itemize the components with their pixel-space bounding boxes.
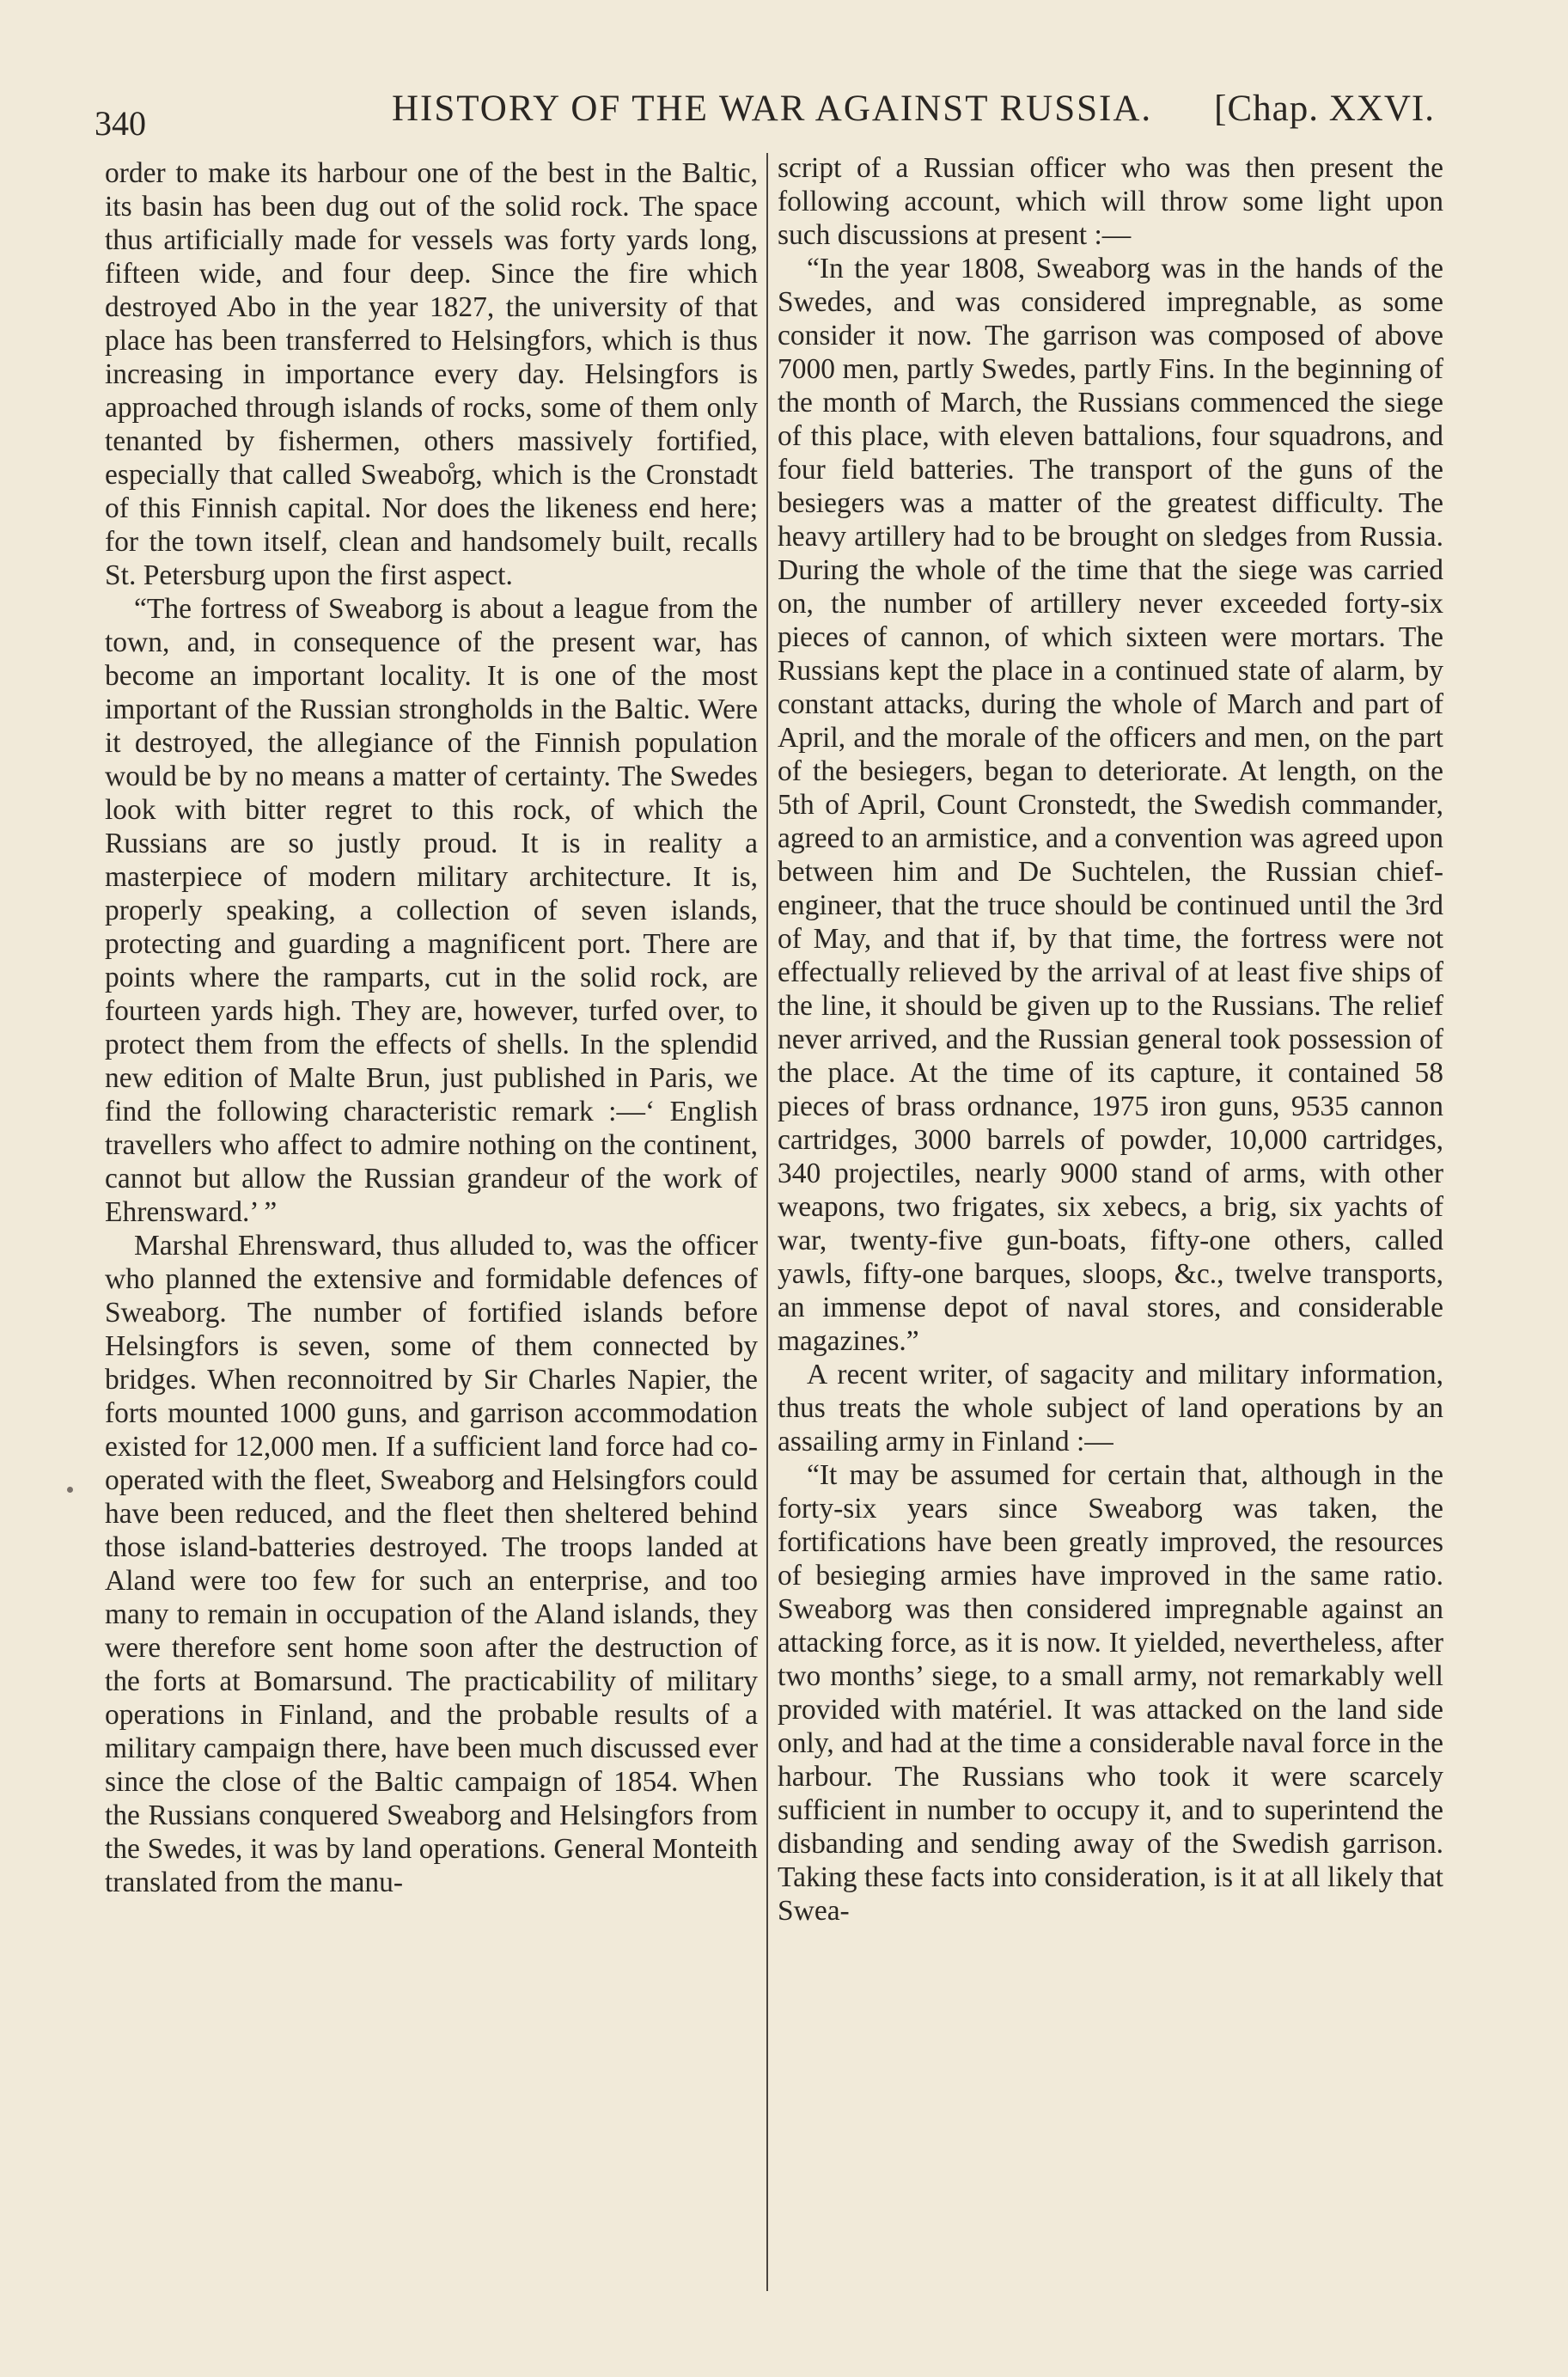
running-title: HISTORY OF THE WAR AGAINST RUSSIA. [392,89,1153,129]
left-column [105,156,758,1899]
paragraph: “It may be assumed for certain that, although in the forty-six years since Sweaborg was taken, the fortifications have been greatly improved, the resources of besieging armies have improved in the same ratio. Sweaborg was then considered impregnable against an attacking force, as it is now. It yielded, nevertheless, after two months’ siege, to a small army, not remarkably well provided with matériel. It was attacked on the land side only, and had at the time a considerable naval force in the harbour. The Russians who took it were scarcely sufficient in number to occupy it, and to superintend the disbanding and sending away of the Swedish garrison. Taking these facts into consideration, is it at all likely that Swea- [778,1459,1443,1927]
paragraph: Marshal Ehrensward, thus alluded to, was the officer who planned the extensive and formidable defences of Sweaborg. The number of fortified islands before Helsingfors is seven, some of them connected by bridges. When reconnoitred by Sir Charles Napier, the forts mounted 1000 guns, and garrison accommodation existed for 12,000 men. If a sufficient land force had co-operated with the fleet, Sweaborg and Helsingfors could have been reduced, and the fleet then sheltered behind those island-batteries destroyed. The troops landed at Aland were too few for such an enterprise, and too many to remain in occupation of the Aland islands, they were therefore sent home soon after the destruction of the forts at Bomarsund. The practicability of military operations in Finland, and the probable results of a military campaign there, have been much discussed ever since the close of the Baltic campaign of 1854. When the Russians conquered Sweaborg and Helsingfors from the Swedes, it was by land operations. General Monteith translated from the manu- [105,1230,758,1898]
margin-mark [67,1487,73,1493]
running-header [95,84,1435,143]
paragraph: order to make its harbour one of the best in the Baltic, its basin has been dug out of the solid rock. The space thus artificially made for vessels was forty yards long, fifteen wide, and four deep. Since the fire which destroyed Abo in the year 1827, the university of that place has been transferred to Helsingfors, which is thus increasing in importance every day. Helsingfors is approached through islands of rocks, some of them only tenanted by fishermen, others massively fortified, especially that called Sweabo̊rg, which is the Cronstadt of this Finnish capital. Nor does the likeness end here; for the town itself, clean and handsomely built, recalls St. Petersburg upon the first aspect. [105,157,758,591]
page-number: 340 [95,104,146,143]
paragraph: script of a Russian officer who was then present the following account, which will throw some light upon such discussions at present :— [778,152,1443,251]
paragraph: “The fortress of Sweaborg is about a league from the town, and, in consequence of the present war, has become an important locality. It is one of the most important of the Russian strongholds in the Baltic. Were it destroyed, the allegiance of the Finnish population would be by no means a matter of certainty. The Swedes look with bitter regret to this rock, of which the Russians are so justly proud. It is in reality a masterpiece of modern military architecture. It is, properly speaking, a collection of seven islands, protecting and guarding a magnificent port. There are points where the ramparts, cut in the solid rock, are fourteen yards high. They are, however, turfed over, to protect them from the effects of shells. In the splendid new edition of Malte Brun, just published in Paris, we find the following characteristic remark :—‘ English travellers who affect to admire nothing on the continent, cannot but allow the Russian grandeur of the work of Ehrensward.’ ” [105,593,758,1228]
right-column [778,151,1443,1928]
chapter-label: [Chap. XXVI. [1214,89,1435,129]
paragraph: A recent writer, of sagacity and military information, thus treats the whole subject of land operations by an assailing army in Finland :— [778,1359,1443,1457]
paragraph: “In the year 1808, Sweaborg was in the hands of the Swedes, and was considered impregnable, as some consider it now. The garrison was composed of above 7000 men, partly Swedes, partly Fins. In the beginning of the month of March, the Russians commenced the siege of this place, with eleven battalions, four squadrons, and four field batteries. The transport of the guns of the besiegers was a matter of the greatest difficulty. The heavy artillery had to be brought on sledges from Russia. During the whole of the time that the siege was carried on, the number of artillery never exceeded forty-six pieces of cannon, of which sixteen were mortars. The Russians kept the place in a continued state of alarm, by constant attacks, during the whole of March and part of April, and the morale of the officers and men, on the part of the besiegers, began to deteriorate. At length, on the 5th of April, Count Cronstedt, the Swedish commander, agreed to an armistice, and a convention was agreed upon between him and De Suchtelen, the Russian chief-engineer, that the truce should be continued until the 3rd of May, and that if, by that time, the fortress were not effectually relieved by the arrival of at least five ships of the line, it should be given up to the Russians. The relief never arrived, and the Russian general took possession of the place. At the time of its capture, it contained 58 pieces of brass ordnance, 1975 iron guns, 9535 cannon cartridges, 3000 barrels of powder, 10,000 cartridges, 340 projectiles, nearly 9000 stand of arms, with other weapons, two frigates, six xebecs, a brig, six yachts of war, twenty-five gun-boats, fifty-one others, called yawls, fifty-one barques, sloops, &c., twelve transports, an immense depot of naval stores, and considerable magazines.” [778,253,1443,1357]
column-divider [766,153,768,2291]
